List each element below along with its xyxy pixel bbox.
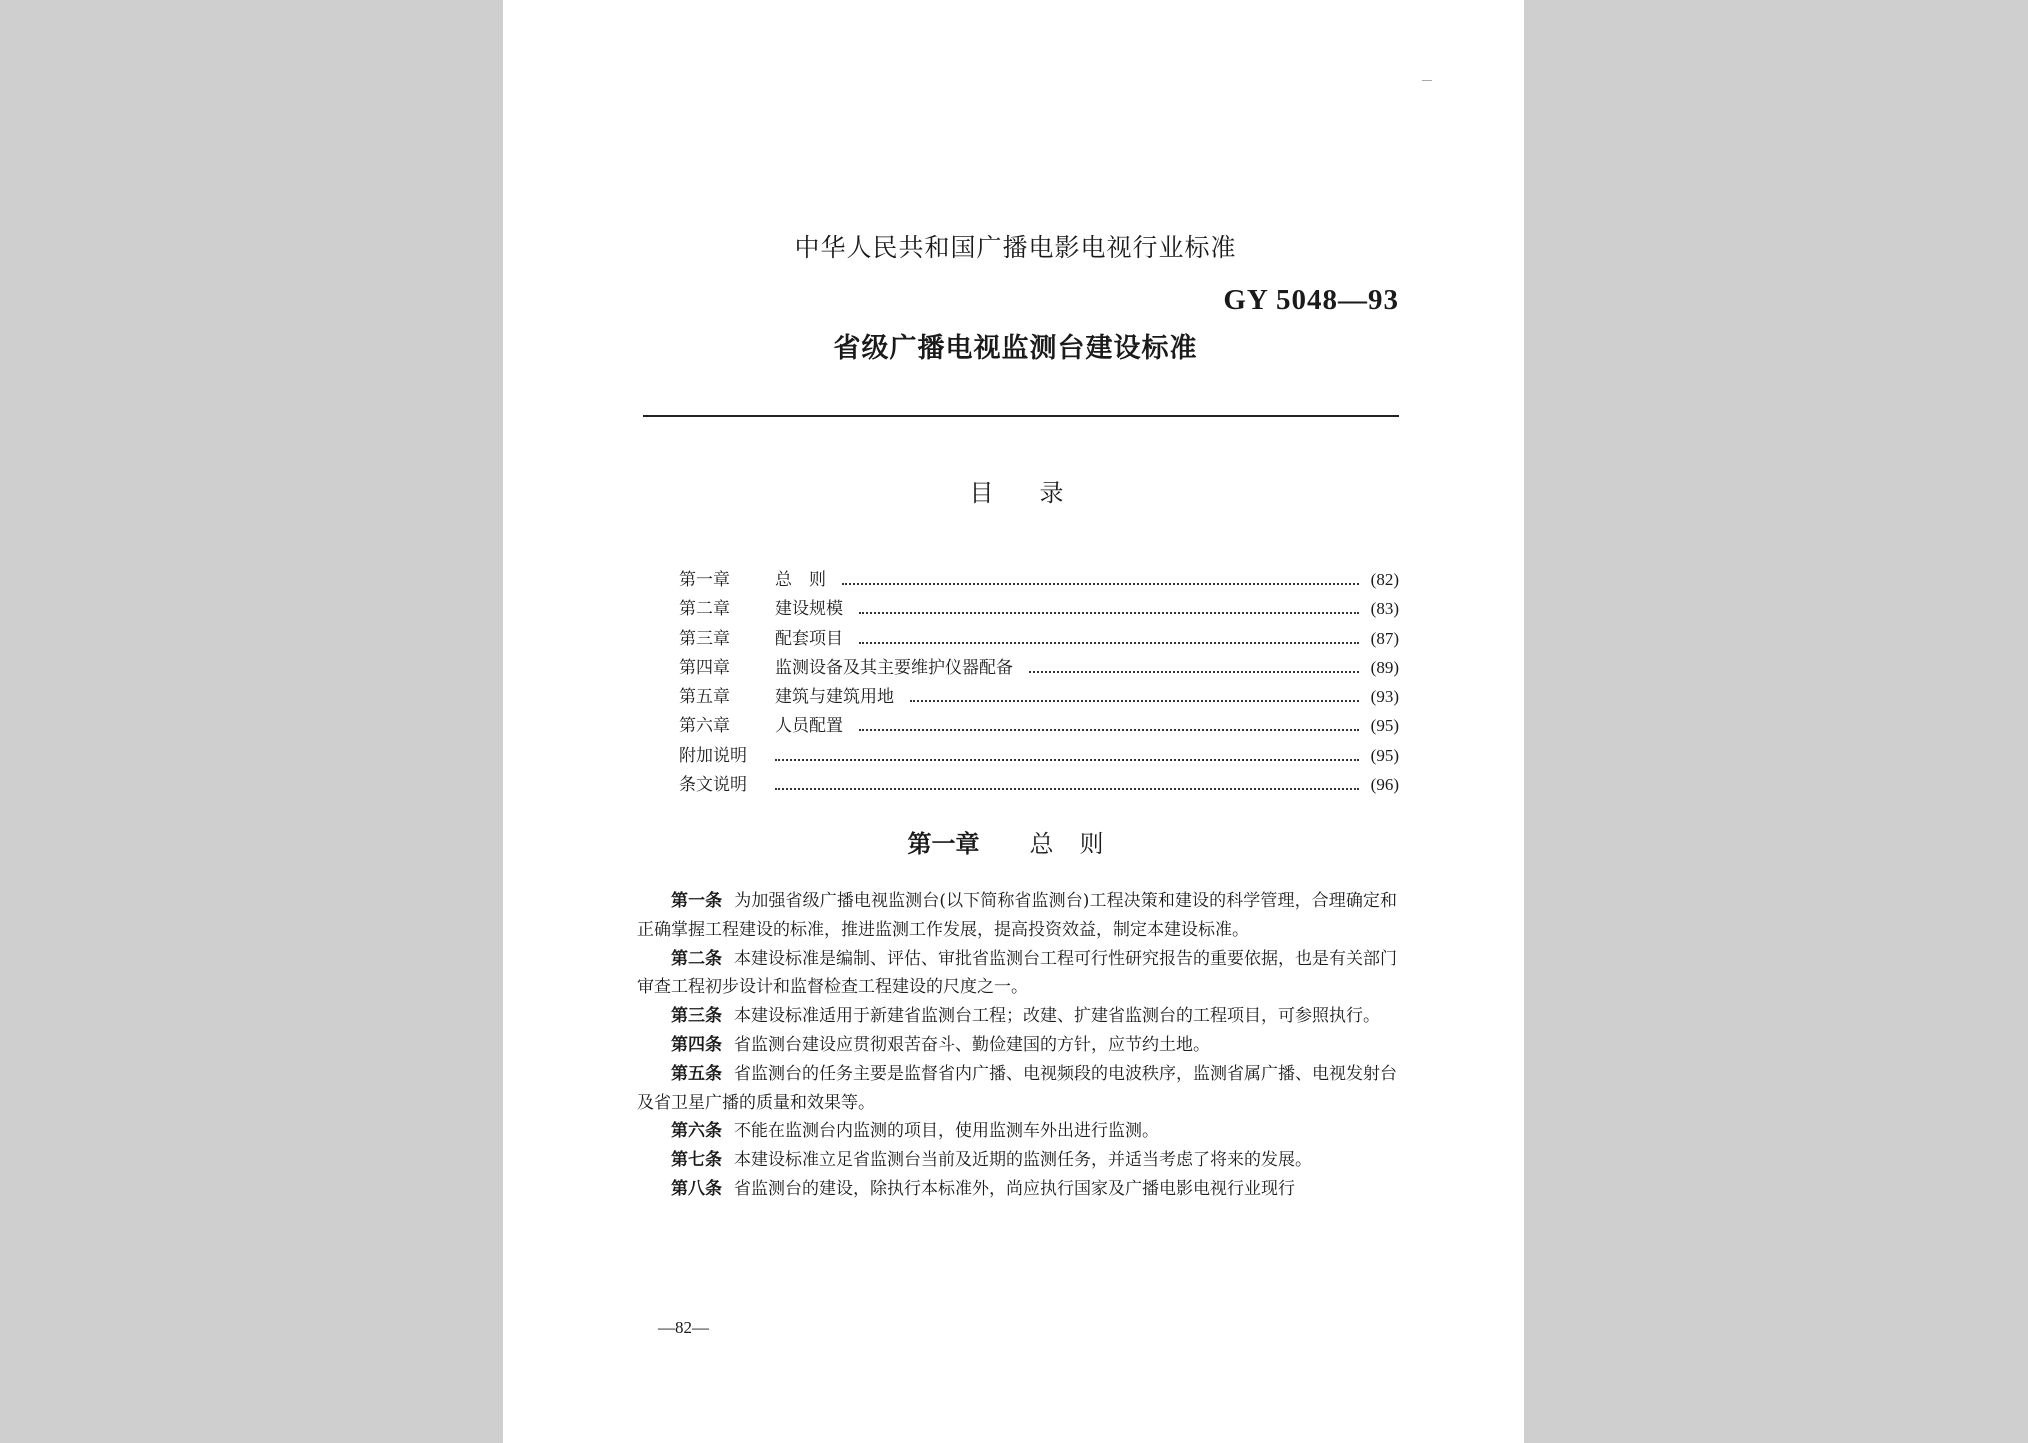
article-paragraph (637, 887, 1397, 945)
toc-leader-dots (775, 788, 1359, 790)
article-text: 本建设标准是编制、评估、审批省监测台工程可行性研究报告的重要依据，也是有关部门审查工程初步设计和监督检查工程建设的尺度之一。 (637, 948, 1397, 998)
article-paragraph (637, 1117, 1397, 1146)
toc-chapter-number: 第三章 (679, 628, 730, 649)
article-text: 省监测台的建设，除执行本标准外，尚应执行国家及广播电影电视行业现行 (734, 1178, 1295, 1199)
document-title: 省级广播电视监测台建设标准 (833, 333, 1198, 364)
article-label: 第二条 (671, 948, 722, 969)
toc-leader-dots (842, 583, 1359, 585)
article-label: 第六条 (671, 1121, 722, 1142)
toc-chapter-number: 第一章 (679, 570, 730, 590)
toc-page-number: (93) (1370, 687, 1399, 707)
chapter-heading (503, 824, 1524, 859)
toc-leader-dots (859, 642, 1359, 644)
toc-chapter-number: 第二章 (679, 599, 730, 620)
toc-entry (679, 653, 1399, 682)
toc-page-number: (96) (1370, 775, 1399, 795)
article-paragraph (637, 1002, 1397, 1031)
toc-page-number: (82) (1370, 570, 1399, 589)
industry-standard-heading: 中华人民共和国广播电影电视行业标准 (794, 233, 1237, 262)
toc-leader-dots (859, 729, 1359, 731)
toc-leader-dots (775, 759, 1359, 761)
toc-page-number: (87) (1370, 628, 1399, 648)
toc-leader-dots (910, 700, 1359, 702)
toc-entry-name: 附加说明 (679, 745, 747, 766)
toc-entry-name: 条文说明 (679, 775, 747, 796)
toc-entry (679, 624, 1399, 653)
article-label: 第一条 (671, 891, 723, 911)
article-text: 本建设标准立足省监测台当前及近期的监测任务，并适当考虑了将来的发展。 (734, 1150, 1312, 1171)
toc-entry-name: 配套项目 (775, 628, 843, 649)
toc-chapter-number: 第四章 (679, 657, 730, 678)
article-label: 第四条 (671, 1034, 722, 1055)
article-text: 不能在监测台内监测的项目，使用监测车外出进行监测。 (734, 1121, 1159, 1142)
article-label: 第三条 (671, 1006, 722, 1027)
article-paragraph (637, 1031, 1397, 1060)
toc-entry-name: 总 则 (775, 570, 826, 590)
toc-leader-dots (859, 612, 1359, 614)
article-paragraph (637, 1175, 1397, 1204)
article-paragraph (637, 945, 1397, 1003)
toc-title: 目录 (969, 479, 1110, 507)
article-label: 第八条 (671, 1178, 722, 1199)
toc-entry (679, 741, 1399, 770)
toc-page-number: (89) (1370, 657, 1399, 677)
article-paragraph (637, 1060, 1397, 1118)
toc-page-number: (83) (1370, 599, 1399, 619)
toc-entry (679, 594, 1399, 623)
page-number: —82— (658, 1318, 709, 1337)
chapter-number: 第一章 (907, 829, 980, 858)
toc-leader-dots (1029, 671, 1359, 673)
toc-page-number: (95) (1370, 716, 1399, 736)
article-paragraph (637, 1146, 1397, 1175)
article-label: 第七条 (671, 1150, 722, 1171)
article-text: 省监测台的任务主要是监督省内广播、电视频段的电波秩序，监测省属广播、电视发射台及省卫星广播的质量和效果等。 (637, 1063, 1397, 1113)
article-text: 本建设标准适用于新建省监测台工程；改建、扩建省监测台的工程项目，可参照执行。 (734, 1006, 1380, 1027)
toc-entry (679, 682, 1399, 711)
scan-artifact (1422, 80, 1432, 81)
table-of-contents (679, 565, 1399, 799)
toc-entry-name: 监测设备及其主要维护仪器配备 (775, 657, 1013, 678)
toc-entry-name: 建设规模 (775, 599, 843, 620)
document-page (503, 0, 1524, 1443)
toc-chapter-number: 第六章 (679, 716, 730, 737)
title-divider (643, 415, 1399, 417)
toc-entry-name: 建筑与建筑用地 (775, 687, 894, 708)
chapter-name: 总则 (1029, 830, 1130, 858)
toc-entry-name: 人员配置 (775, 716, 843, 737)
article-label: 第五条 (671, 1063, 722, 1084)
article-text: 为加强省级广播电视监测台(以下简称省监测台)工程决策和建设的科学管理，合理确定和正确掌握工程建设的标准，推进监测工作发展，提高投资效益，制定本建设标准。 (637, 891, 1398, 940)
article-text: 省监测台建设应贯彻艰苦奋斗、勤俭建国的方针，应节约土地。 (734, 1034, 1210, 1055)
toc-page-number: (95) (1370, 745, 1399, 765)
chapter-body (637, 887, 1397, 1204)
toc-chapter-number: 第五章 (679, 687, 730, 708)
toc-entry (679, 711, 1399, 740)
standard-code: GY 5048—93 (1223, 284, 1399, 316)
toc-entry (679, 770, 1399, 799)
toc-entry (679, 565, 1399, 594)
